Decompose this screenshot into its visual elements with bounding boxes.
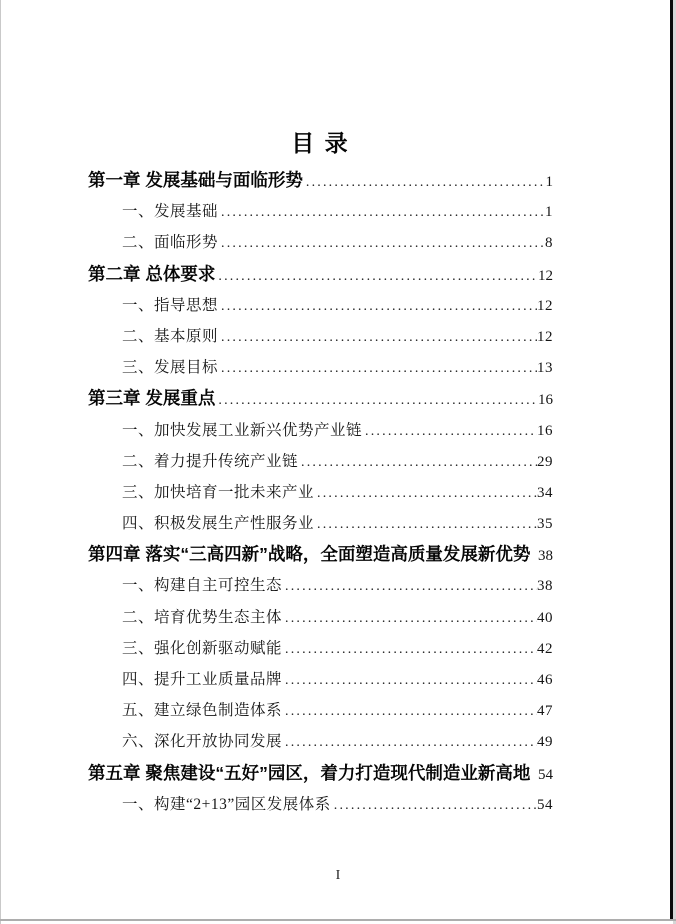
toc-entry-label: 三、强化创新驱动赋能 bbox=[122, 639, 283, 657]
toc-entry-label: 第四章 落实“三高四新”战略，全面塑造高质量发展新优势 bbox=[88, 544, 531, 565]
toc-entry bbox=[88, 196, 553, 227]
toc-entry-leader bbox=[282, 727, 537, 758]
toc-entry-page-number: 13 bbox=[537, 360, 553, 377]
toc-entry-page-number: 34 bbox=[537, 484, 553, 501]
toc-entry-page-number: 29 bbox=[537, 453, 553, 470]
toc-entry-label: 二、基本原则 bbox=[122, 327, 219, 345]
toc-entry bbox=[88, 695, 553, 726]
toc-entry bbox=[88, 726, 553, 757]
page-title: 目 录 bbox=[291, 130, 350, 156]
toc-entry-label: 四、提升工业质量品牌 bbox=[122, 671, 283, 688]
toc-entry bbox=[88, 477, 553, 508]
toc-entry-page-number: 54 bbox=[537, 796, 553, 813]
toc-entry-label: 一、发展基础 bbox=[122, 203, 219, 221]
toc-entry-leader bbox=[331, 790, 537, 821]
toc-entry-leader bbox=[298, 447, 537, 478]
toc-entry-page-number: 38 bbox=[538, 548, 553, 565]
toc-entry-label: 第二章 总体要求 bbox=[88, 263, 216, 284]
toc-entry bbox=[88, 259, 553, 290]
toc-entry-leader bbox=[362, 416, 537, 447]
page-edge-left bbox=[0, 0, 1, 924]
toc-entry-label: 第五章 聚焦建设“五好”园区，着力打造现代制造业新高地 bbox=[88, 762, 531, 783]
toc-entry-page-number: 54 bbox=[538, 766, 553, 783]
toc-entry-label: 三、发展目标 bbox=[122, 359, 219, 377]
toc-entry-page-number: 16 bbox=[537, 422, 553, 439]
toc-entry bbox=[88, 539, 553, 570]
toc-entry-leader bbox=[282, 696, 537, 727]
toc-entry-label: 一、构建“2+13”园区发展体系 bbox=[122, 795, 331, 813]
toc-entry-leader bbox=[282, 634, 537, 665]
toc-entry-page-number: 42 bbox=[537, 640, 553, 657]
toc-entry bbox=[88, 227, 553, 258]
toc-entry-label: 第三章 发展重点 bbox=[88, 388, 216, 409]
toc-entry-page-number: 12 bbox=[537, 297, 553, 314]
toc-entry-page-number: 38 bbox=[537, 578, 553, 595]
toc-entry bbox=[88, 290, 553, 321]
toc-entry-page-number: 1 bbox=[545, 204, 553, 221]
toc-entry-leader bbox=[218, 322, 537, 353]
toc-entry-page-number: 35 bbox=[537, 516, 553, 533]
toc-entry-page-number: 40 bbox=[537, 609, 553, 626]
toc-entry-leader bbox=[282, 665, 537, 696]
toc-entry-page-number: 1 bbox=[545, 174, 553, 190]
toc-entry bbox=[88, 352, 553, 383]
toc-entry bbox=[88, 602, 553, 633]
toc-entry-leader bbox=[215, 385, 538, 416]
toc-entry bbox=[88, 446, 553, 477]
toc-entry-label: 一、指导思想 bbox=[122, 296, 219, 314]
toc-content bbox=[88, 128, 553, 820]
toc-entry-leader bbox=[218, 353, 537, 384]
toc-entry bbox=[88, 508, 553, 539]
toc-entry-label: 四、积极发展生产性服务业 bbox=[122, 515, 315, 533]
toc-entry bbox=[88, 383, 553, 414]
toc-entry bbox=[88, 165, 553, 196]
toc-entry-label: 三、加快培育一批未来产业 bbox=[122, 483, 315, 501]
toc-entry-page-number: 46 bbox=[537, 672, 553, 688]
toc-entry-label: 第一章 发展基础与面临形势 bbox=[88, 170, 303, 190]
toc-entry-page-number: 49 bbox=[537, 734, 553, 751]
toc-entry-label: 一、加快发展工业新兴优势产业链 bbox=[122, 421, 363, 439]
toc-entry-leader bbox=[218, 291, 537, 322]
toc-entry-leader bbox=[218, 197, 545, 228]
toc-list bbox=[88, 165, 553, 820]
toc-entry-label: 六、深化开放协同发展 bbox=[122, 733, 283, 751]
toc-entry-leader bbox=[282, 571, 537, 602]
toc-entry bbox=[88, 758, 553, 789]
toc-entry bbox=[88, 415, 553, 446]
toc-entry-leader bbox=[303, 167, 546, 198]
toc-entry-label: 二、面临形势 bbox=[122, 234, 219, 252]
toc-entry-label: 二、培育优势生态主体 bbox=[122, 608, 283, 626]
toc-entry-page-number: 47 bbox=[537, 703, 553, 720]
toc-entry bbox=[88, 664, 553, 695]
footer-page-number: I bbox=[335, 868, 341, 883]
toc-entry-leader bbox=[314, 509, 537, 540]
toc-entry-page-number: 16 bbox=[538, 392, 553, 409]
toc-entry bbox=[88, 570, 553, 601]
toc-entry-label: 五、建立绿色制造体系 bbox=[122, 702, 283, 720]
toc-entry-page-number: 12 bbox=[538, 267, 553, 284]
toc-entry-page-number: 8 bbox=[545, 235, 553, 252]
toc-entry-page-number: 12 bbox=[537, 328, 553, 345]
toc-entry-leader bbox=[218, 228, 545, 259]
toc-entry bbox=[88, 321, 553, 352]
toc-entry bbox=[88, 633, 553, 664]
toc-entry bbox=[88, 789, 553, 820]
toc-entry-label: 一、构建自主可控生态 bbox=[122, 577, 283, 595]
toc-entry-label: 二、着力提升传统产业链 bbox=[122, 452, 299, 470]
toc-entry-leader bbox=[314, 478, 537, 509]
toc-entry-leader bbox=[282, 603, 537, 634]
page-edge-bottom bbox=[0, 919, 676, 921]
toc-entry-leader bbox=[215, 261, 538, 292]
